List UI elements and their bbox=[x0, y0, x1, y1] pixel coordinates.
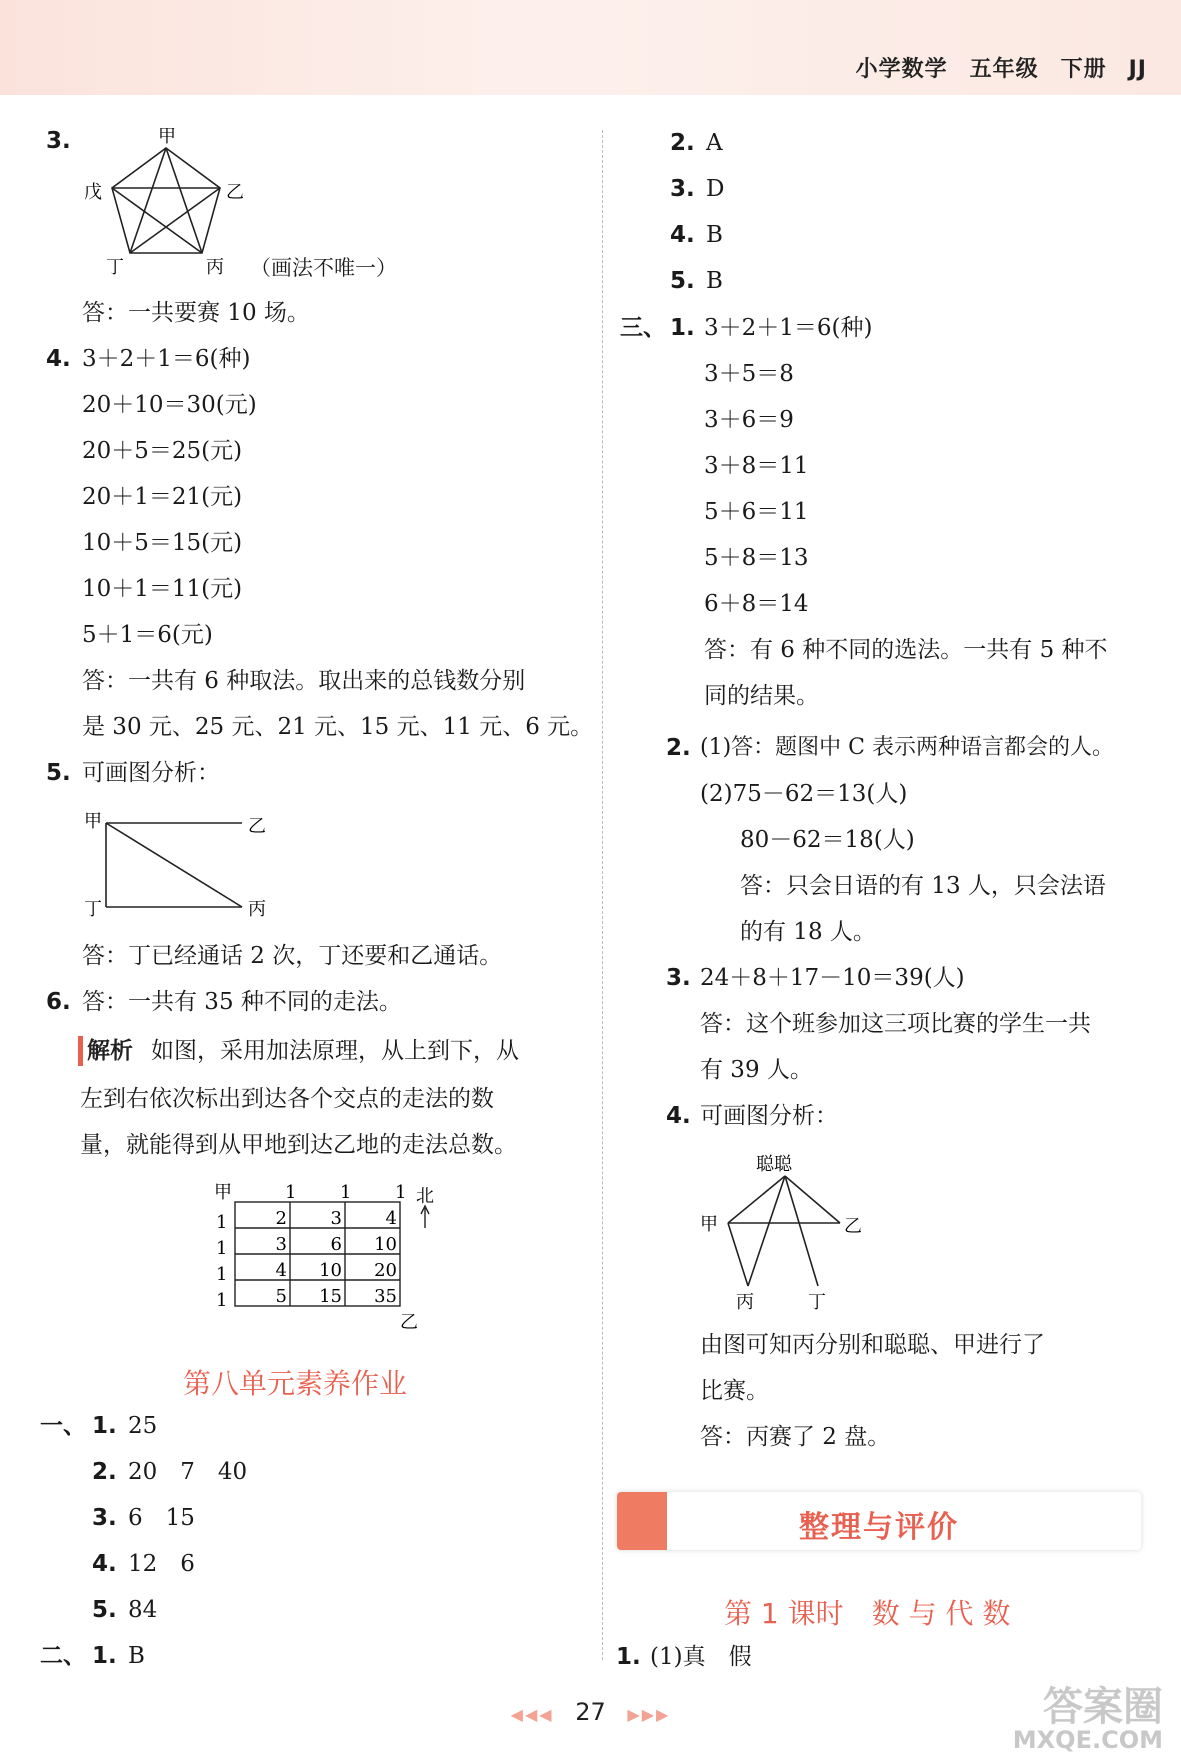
q4-line: 20＋5＝25(元) bbox=[82, 438, 243, 464]
q4-line: 答：一共有 6 种取法。取出来的总钱数分别 bbox=[82, 668, 526, 694]
part2-item-text: B bbox=[128, 1643, 145, 1669]
call-label-bing: 丙 bbox=[248, 899, 266, 920]
prev-arrows-icon: ◀◀◀ bbox=[510, 1705, 554, 1724]
q6-answer: 答：一共有 35 种不同的走法。 bbox=[82, 989, 402, 1015]
analysis-tag: 解析 bbox=[78, 1036, 137, 1066]
phone-call-diagram bbox=[80, 805, 280, 925]
part1-item-text: 84 bbox=[128, 1597, 158, 1623]
grid-cell: 4 bbox=[385, 1208, 397, 1229]
part2-item-num: 5. bbox=[670, 268, 695, 294]
match-label-ding: 丁 bbox=[808, 1292, 826, 1313]
pentagon-label-bing: 丙 bbox=[206, 257, 224, 278]
part3-label: 三、 bbox=[620, 315, 666, 341]
grid-cell: 4 bbox=[275, 1260, 287, 1281]
grid-top-number: 1 bbox=[395, 1182, 407, 1203]
next-arrows-icon: ▶▶▶ bbox=[627, 1705, 671, 1724]
pentagon-label-jia: 甲 bbox=[158, 128, 176, 147]
q4r-line: 由图可知丙分别和聪聪、甲进行了 bbox=[700, 1332, 1045, 1358]
part2-item-text: D bbox=[706, 176, 725, 202]
header-edition: JJ bbox=[1128, 57, 1147, 82]
q6-analysis-line: 解析 如图，采用加法原理，从上到下，从 bbox=[78, 1036, 519, 1066]
q5-number: 5. bbox=[46, 760, 71, 786]
q6-analysis-line: 左到右依次标出到达各个交点的走法的数 bbox=[80, 1086, 494, 1112]
q4r-line: 比赛。 bbox=[700, 1378, 769, 1404]
grid-cell: 10 bbox=[374, 1234, 397, 1255]
part3-q1-line: 答：有 6 种不同的选法。一共有 5 种不 bbox=[704, 637, 1108, 663]
part3-q1-line: 3＋8＝11 bbox=[704, 453, 809, 479]
part1-item-num: 4. bbox=[92, 1551, 117, 1577]
call-label-ding: 丁 bbox=[84, 899, 102, 920]
q3r-number: 3. bbox=[666, 965, 691, 991]
grid-start-label: 甲 bbox=[214, 1182, 232, 1203]
part2-item-text: A bbox=[706, 130, 723, 156]
match-label-jia: 甲 bbox=[700, 1214, 718, 1235]
q4-line: 5＋1＝6(元) bbox=[82, 622, 213, 648]
part1-item-text: 20 7 40 bbox=[128, 1459, 248, 1485]
grid-end-label: 乙 bbox=[400, 1312, 418, 1333]
q4-line: 20＋10＝30(元) bbox=[82, 392, 257, 418]
grid-cell: 35 bbox=[374, 1286, 397, 1307]
page-number: 27 bbox=[575, 1698, 606, 1726]
grid-left-number: 1 bbox=[216, 1264, 228, 1285]
q4r-line: 答：丙赛了 2 盘。 bbox=[700, 1424, 891, 1450]
section-banner bbox=[617, 1492, 1141, 1550]
part2-item-text: B bbox=[706, 222, 723, 248]
q3-note: （画法不唯一） bbox=[250, 256, 397, 280]
grid-left-number: 1 bbox=[216, 1290, 228, 1311]
q2-line: 80－62＝18(人) bbox=[740, 827, 915, 853]
q4-number: 4. bbox=[46, 346, 71, 372]
q4-line: 20＋1＝21(元) bbox=[82, 484, 243, 510]
match-label-bing: 丙 bbox=[736, 1292, 754, 1313]
grid-cell: 3 bbox=[330, 1208, 342, 1229]
part2-item-text: B bbox=[706, 268, 723, 294]
north-label: 北 bbox=[416, 1186, 434, 1207]
part1-item-num: 5. bbox=[92, 1597, 117, 1623]
grid-top-number: 1 bbox=[340, 1182, 352, 1203]
call-label-jia: 甲 bbox=[84, 811, 102, 832]
grid-cell: 20 bbox=[374, 1260, 397, 1281]
q5-intro: 可画图分析： bbox=[82, 760, 220, 786]
grid-cell: 15 bbox=[319, 1286, 342, 1307]
part1-item-text: 25 bbox=[128, 1413, 158, 1439]
q6-analysis-line: 量，就能得到从甲地到达乙地的走法总数。 bbox=[80, 1132, 517, 1158]
grid-cell: 10 bbox=[319, 1260, 342, 1281]
banner-title: 整理与评价 bbox=[799, 1510, 959, 1545]
part3-q1-line: 同的结果。 bbox=[704, 683, 819, 709]
match-label-congcong: 聪聪 bbox=[756, 1154, 792, 1175]
part2-item-num: 3. bbox=[670, 176, 695, 202]
part1-item-num: 1. bbox=[92, 1413, 117, 1439]
q3r-line: 有 39 人。 bbox=[700, 1057, 813, 1083]
q4r-intro: 可画图分析： bbox=[700, 1103, 838, 1129]
match-diagram bbox=[690, 1148, 890, 1318]
part1-item-text: 6 15 bbox=[128, 1505, 195, 1531]
part3-q1-line: 3＋2＋1＝6(种) bbox=[704, 315, 873, 341]
last-item-text: (1)真 假 bbox=[650, 1644, 752, 1670]
watermark: 答案圈 MXQE.COM bbox=[1012, 1684, 1163, 1754]
page-footer bbox=[0, 1698, 1181, 1726]
part3-q1-line: 6＋8＝14 bbox=[704, 591, 809, 617]
part2-item-num: 4. bbox=[670, 222, 695, 248]
q2-line: 的有 18 人。 bbox=[740, 919, 876, 945]
part1-item-num: 2. bbox=[92, 1459, 117, 1485]
part3-q1-number: 1. bbox=[670, 315, 695, 341]
q4-line: 是 30 元、25 元、21 元、15 元、11 元、6 元。 bbox=[82, 714, 594, 740]
q4r-number: 4. bbox=[666, 1103, 691, 1129]
q4-line: 3＋2＋1＝6(种) bbox=[82, 346, 251, 372]
part2-item-num: 1. bbox=[92, 1643, 117, 1669]
part3-q1-line: 5＋6＝11 bbox=[704, 499, 809, 525]
header-volume: 下册 bbox=[1060, 57, 1107, 82]
lesson-title: 第 1 课时 数 与 代 数 bbox=[724, 1597, 1011, 1630]
match-label-yi: 乙 bbox=[844, 1216, 862, 1237]
grid-cell: 2 bbox=[275, 1208, 287, 1229]
header-subject: 小学数学 bbox=[855, 57, 948, 82]
pentagon-label-wu: 戊 bbox=[84, 182, 102, 203]
q2-line: (1)答：题图中 C 表示两种语言都会的人。 bbox=[700, 735, 1114, 760]
q3-answer: 答：一共要赛 10 场。 bbox=[82, 300, 310, 326]
part3-q1-line: 5＋8＝13 bbox=[704, 545, 809, 571]
part2-item-num: 2. bbox=[670, 130, 695, 156]
part2-label: 二、 bbox=[40, 1643, 86, 1669]
grid-left-number: 1 bbox=[216, 1212, 228, 1233]
call-label-yi: 乙 bbox=[248, 816, 266, 837]
q3-number: 3. bbox=[46, 128, 71, 154]
grid-cell: 6 bbox=[330, 1234, 342, 1255]
grid-cell: 5 bbox=[275, 1286, 287, 1307]
grid-cell: 3 bbox=[275, 1234, 287, 1255]
part3-q1-line: 3＋5＝8 bbox=[704, 361, 794, 387]
part1-item-text: 12 6 bbox=[128, 1551, 195, 1577]
q2-line: 答：只会日语的有 13 人，只会法语 bbox=[740, 873, 1106, 899]
last-item-num: 1. bbox=[616, 1644, 641, 1670]
q6-number: 6. bbox=[46, 989, 71, 1015]
q3r-line: 答：这个班参加这三项比赛的学生一共 bbox=[700, 1011, 1091, 1037]
part3-q1-line: 3＋6＝9 bbox=[704, 407, 794, 433]
pentagon-label-ding: 丁 bbox=[106, 257, 124, 278]
part1-item-num: 3. bbox=[92, 1505, 117, 1531]
header-grade: 五年级 bbox=[969, 57, 1039, 82]
grid-left-number: 1 bbox=[216, 1238, 228, 1259]
book-header bbox=[834, 52, 1147, 83]
q3r-line: 24＋8＋17－10＝39(人) bbox=[700, 965, 965, 991]
grid-top-number: 1 bbox=[285, 1182, 297, 1203]
column-divider bbox=[602, 130, 603, 1660]
unit8-title: 第八单元素养作业 bbox=[183, 1367, 408, 1400]
q5-answer: 答：丁已经通话 2 次，丁还要和乙通话。 bbox=[82, 943, 503, 969]
pentagon-label-yi: 乙 bbox=[226, 182, 244, 203]
q2-number: 2. bbox=[666, 735, 691, 761]
q2-line: (2)75－62＝13(人) bbox=[700, 781, 908, 807]
q4-line: 10＋1＝11(元) bbox=[82, 576, 243, 602]
part1-label: 一、 bbox=[40, 1413, 86, 1439]
q4-line: 10＋5＝15(元) bbox=[82, 530, 243, 556]
route-grid-diagram bbox=[210, 1178, 450, 1333]
